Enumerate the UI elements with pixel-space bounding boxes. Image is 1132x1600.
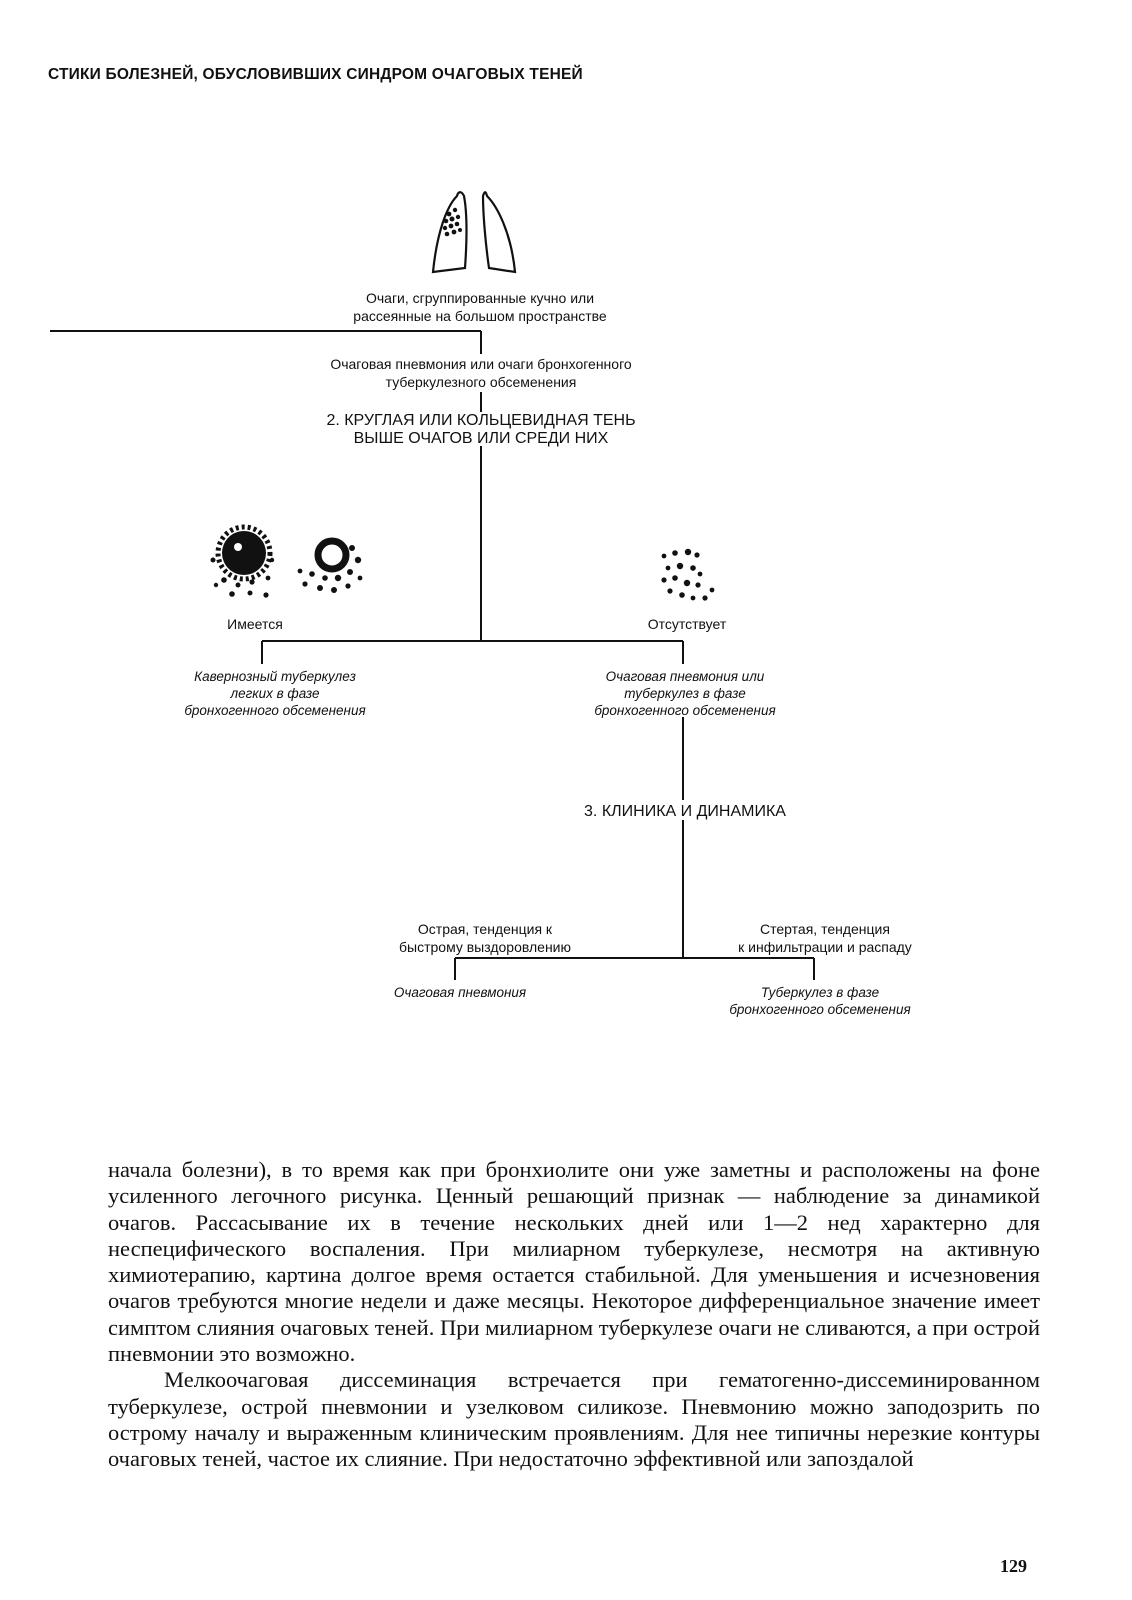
paragraph: начала болезни), в то время как при бронхиолите они уже заметны и расположены на фоне усиленного легочного рисунка. Ценный решающий признак — наблюдение за динамикой очагов. Рассасывание их в течение нескольких дней или 1—2 нед характерно для неспецифического воспаления. При милиарном туберкулезе, несмотря на активную химиотерапию, картина долгое время остается стабильной. Для уменьшения и исчезновения очагов требуются многие недели и даже месяцы. Некоторое дифференциальное значение имеет симптом слияния очаговых теней. При милиарном туберкулезе очаги не сливаются, а при острой пневмонии это возможно. <box>108 1157 1040 1367</box>
present-result-line: бронхогенного обсеменения <box>184 703 366 718</box>
absent-result <box>570 668 800 719</box>
lungs-illustration <box>433 192 515 272</box>
acute-course <box>360 920 610 956</box>
body-text <box>108 1157 1040 1473</box>
present-result <box>160 668 390 719</box>
step-2-heading-line: ВЫШЕ ОЧАГОВ ИЛИ СРЕДИ НИХ <box>353 430 609 447</box>
absent-result-line: Очаговая пневмония или <box>605 669 765 684</box>
absent-result-line: бронхогенного обсеменения <box>594 703 776 718</box>
step-2-heading-line: 2. КРУГЛАЯ ИЛИ КОЛЬЦЕВИДНАЯ ТЕНЬ <box>326 412 636 429</box>
blurred-result-line: бронхогенного обсеменения <box>729 1002 911 1017</box>
present-label: Имеется <box>227 616 283 632</box>
acute-course-line: быстрому выздоровлению <box>399 939 571 955</box>
ring-shadow-illustration <box>298 541 363 593</box>
step-3-heading: 3. КЛИНИКА И ДИНАМИКА <box>584 803 786 820</box>
blurred-course-line: к инфильтрации и распаду <box>738 939 912 955</box>
absent-result-line: туберкулез в фазе <box>624 686 746 701</box>
blurred-result <box>700 984 940 1018</box>
blurred-course-line: Стертая, тенденция <box>760 921 890 937</box>
top-caption-line: Очаги, сгруппированные кучно или <box>365 290 595 306</box>
group-caption-line: туберкулезного обсеменения <box>385 374 577 390</box>
paragraph: Мелкоочаговая диссеминация встречается при гематогенно-диссеминированном туберкулезе, острой пневмонии и узелковом силикозе. Пневмонию можно заподозрить по острому началу и выраженным клиническим проявлениям. Для нее типичны нерезкие контуры очаговых теней, частое их слияние. При недостаточно эффективной или запоздалой <box>108 1367 1040 1472</box>
group-caption-line: Очаговая пневмония или очаги бронхогенного <box>330 356 632 372</box>
present-result-line: легких в фазе <box>230 686 320 701</box>
blurred-course <box>705 920 945 956</box>
present-result-line: Кавернозный туберкулез <box>194 669 356 684</box>
acute-course-line: Острая, тенденция к <box>417 921 553 937</box>
absent-label: Отсутствует <box>647 616 727 632</box>
page-number: 129 <box>1000 1556 1027 1576</box>
running-head: СТИКИ БОЛЕЗНЕЙ, ОБУСЛОВИВШИХ СИНДРОМ ОЧАГОВЫХ ТЕНЕЙ <box>48 66 583 83</box>
top-caption <box>280 289 680 325</box>
group-caption <box>260 355 702 391</box>
blurred-result-line: Туберкулез в фазе <box>760 985 880 1000</box>
top-caption-line: рассеянные на большом пространстве <box>353 308 607 324</box>
step-2-heading <box>250 412 712 448</box>
acute-result: Очаговая пневмония <box>393 985 527 1000</box>
round-shadow-illustration <box>211 527 275 598</box>
foci-only-illustration <box>661 549 714 601</box>
